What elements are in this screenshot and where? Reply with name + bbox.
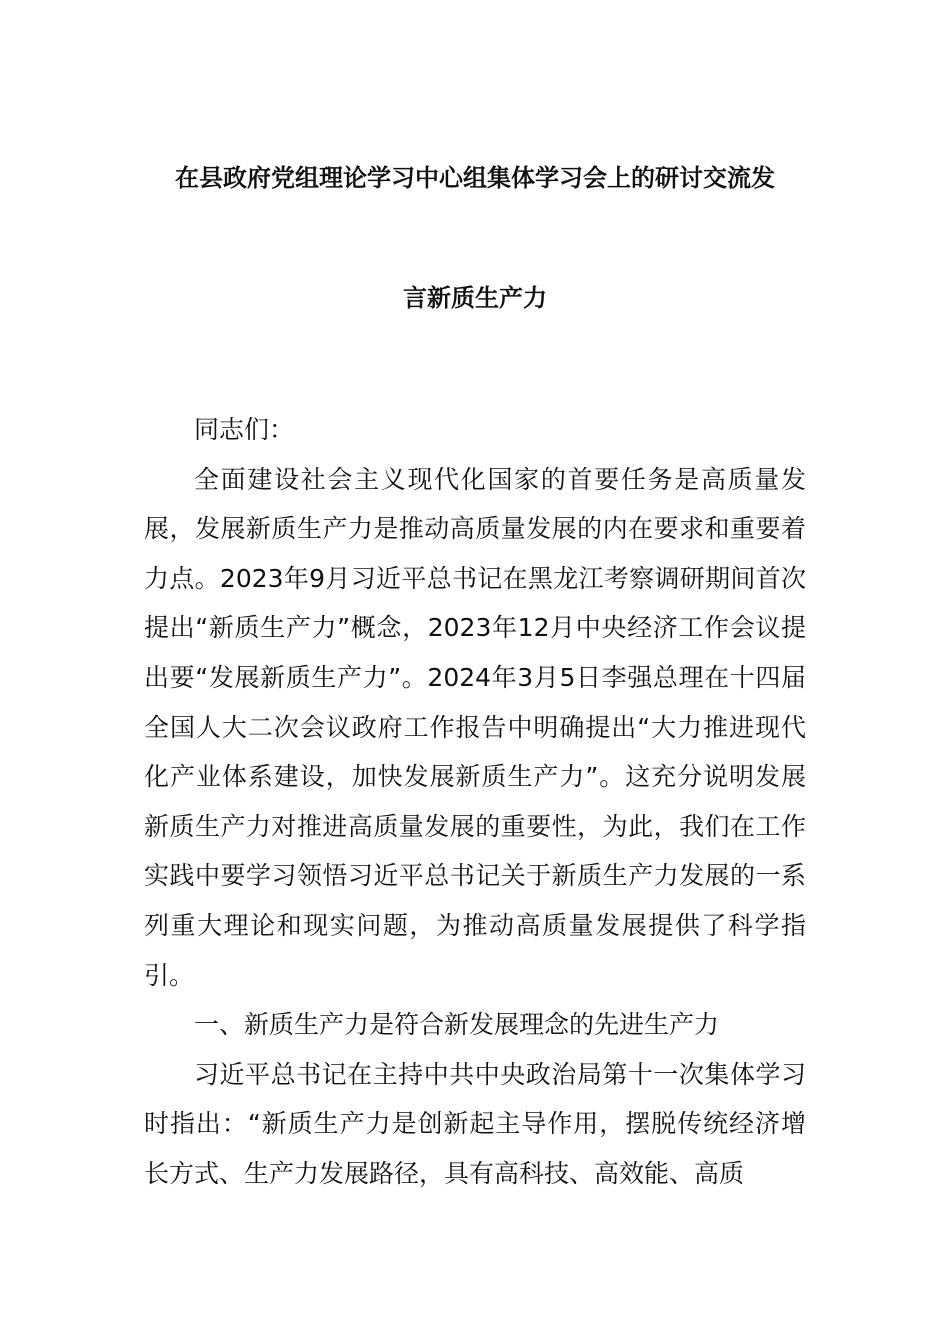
section-heading-1: 一、新质生产力是符合新发展理念的先进生产力	[194, 1010, 720, 1040]
document-title-line-2: 言新质生产力	[403, 284, 547, 312]
document-title-line-1: 在县政府党组理论学习中心组集体学习会上的研讨交流发	[175, 164, 775, 192]
paragraph-intro: 全面建设社会主义现代化国家的首要任务是高质量发展，发展新质生产力是推动高质量发展的内在要求和重要着力点。2023年9月习近平总书记在黑龙江考察调研期间首次提出“新质生产力”概念，2023年12月中央经济工作会议提出要“发展新质生产力”。2024年3月5日李强总理在十四届全国人大二次会议政府工作报告中明确提出“大力推进现代化产业体系建设，加快发展新质生产力”。这充分说明发展新质生产力对推进高质量发展的重要性，为此，我们在工作实践中要学习领悟习近平总书记关于新质生产力发展的一系列重大理论和现实问题，为推动高质量发展提供了科学指引。	[144, 464, 806, 990]
document-body	[144, 405, 806, 1199]
salutation: 同志们：	[194, 415, 295, 444]
paragraph-section-1: 习近平总书记在主持中共中央政治局第十一次集体学习时指出：“新质生产力是创新起主导作用，摆脱传统经济增长方式、生产力发展路径，具有高科技、高效能、高质	[144, 1059, 806, 1188]
